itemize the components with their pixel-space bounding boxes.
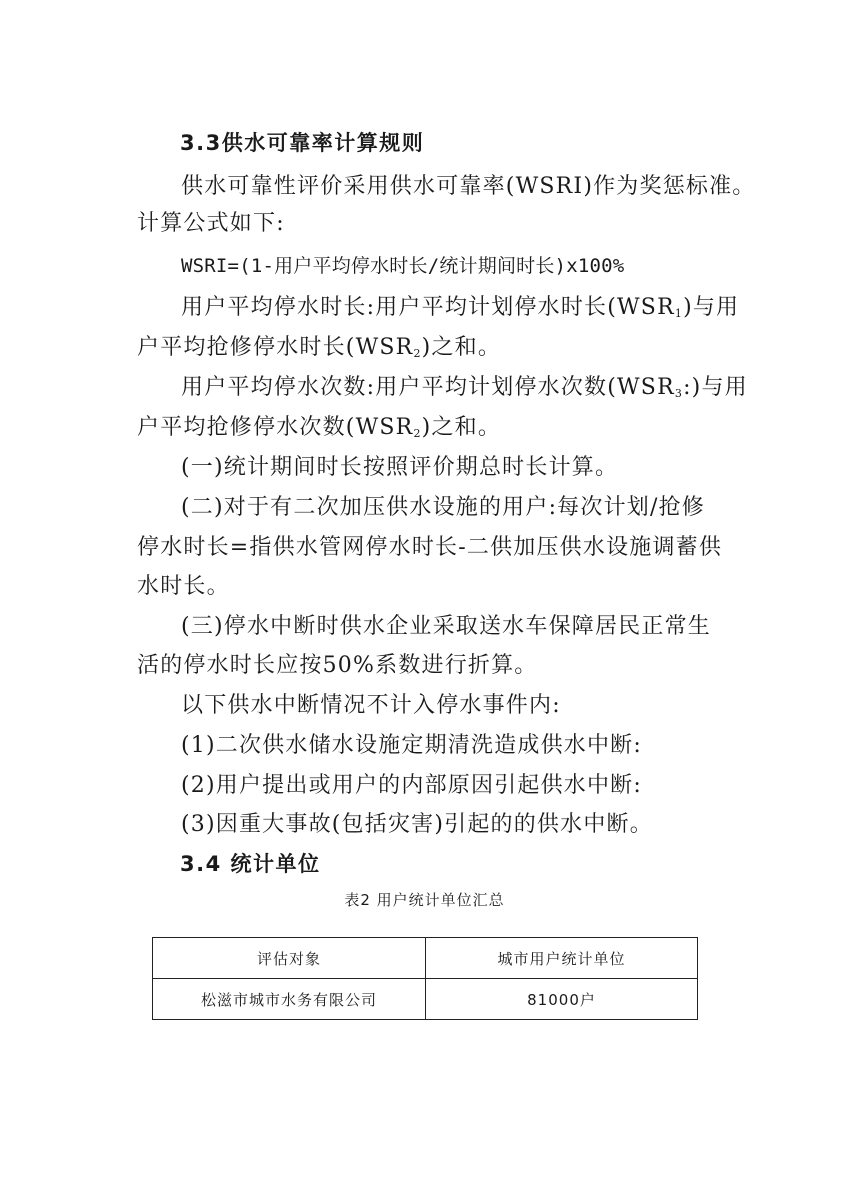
section-heading-3-3: 3.3供水可靠率计算规则 [180,131,425,155]
rule-line: 水时长。 [137,574,230,599]
user-units-table [152,937,698,1020]
rule-line: (二)对于有二次加压供水设施的用户:每次计划/抢修 [181,495,705,520]
rule-line: 停水时长=指供水管网停水时长-二供加压供水设施调蓄供 [137,535,723,560]
exclusion-item: (1)二次供水储水设施定期清洗造成供水中断: [181,733,642,758]
table-header-cell: 评估对象 [153,938,426,979]
rule-line: (一)统计期间时长按照评价期总时长计算。 [181,455,619,480]
exclusions-intro: 以下供水中断情况不计入停水事件内: [181,693,561,718]
avg-duration-line: 户平均抢修停水时长$(WSR_2)$之和。 [137,335,502,360]
table-cell: 81000户 [426,979,698,1020]
formula-line: WSRI=(1-用户平均停水时长/统计期间时长)x100% [181,255,625,277]
table-caption: 表2 用户统计单位汇总 [344,891,505,909]
paragraph-intro-line: 计算公式如下: [137,211,285,236]
rule-line: 活的停水时长应按50%系数进行折算。 [137,653,538,678]
exclusion-item: (2)用户提出或用户的内部原因引起供水中断: [181,773,642,798]
table-header-row [153,938,698,979]
table-header-cell: 城市用户统计单位 [426,938,698,979]
exclusion-item: (3)因重大事故(包括灾害)引起的的供水中断。 [181,812,653,837]
table-row [153,979,698,1020]
avg-count-line: 户平均抢修停水次数$(WSR_2)$之和。 [137,415,502,440]
rule-line: (三)停水中断时供水企业采取送水车保障居民正常生 [181,614,711,639]
table-cell: 松滋市城市水务有限公司 [153,979,426,1020]
avg-count-line: 用户平均停水次数:用户平均计划停水次数$(WSR_3:)$与用 [181,375,748,400]
section-heading-3-4: 3.4 统计单位 [180,852,321,876]
avg-duration-line: 用户平均停水时长:用户平均计划停水时长$(WSR_1)$与用 [181,295,740,320]
paragraph-intro-line: 供水可靠性评价采用供水可靠率(WSRI)作为奖惩标准。 [181,174,756,199]
